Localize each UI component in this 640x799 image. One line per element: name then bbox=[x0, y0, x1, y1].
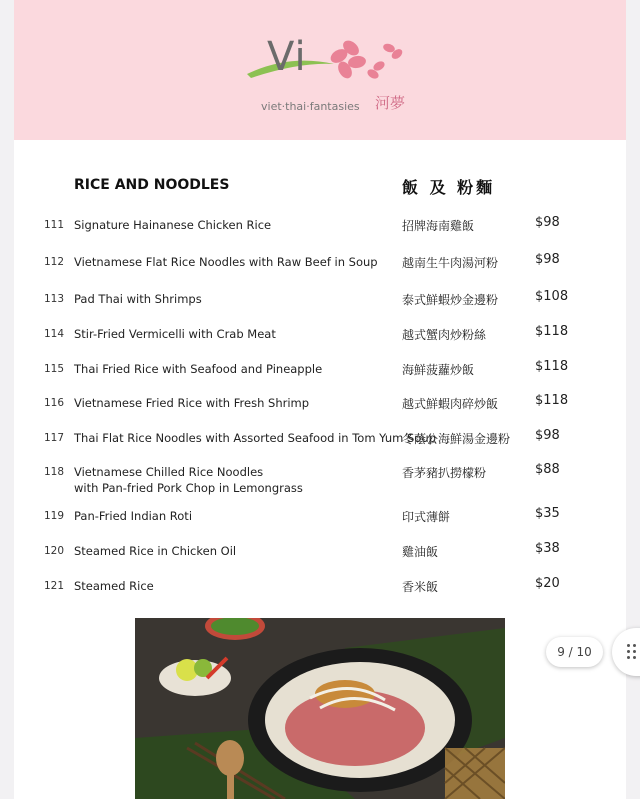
item-number: 119 bbox=[44, 510, 65, 522]
item-name: Pad Thai with Shrimps bbox=[74, 292, 202, 306]
item-name: Signature Hainanese Chicken Rice bbox=[74, 218, 272, 232]
item-name-chinese: 招牌海南雞飯 bbox=[402, 219, 475, 233]
item-name: Stir-Fried Vermicelli with Crab Meat bbox=[74, 327, 276, 341]
item-name-chinese: 香茅豬扒撈檬粉 bbox=[402, 466, 487, 480]
item-name: Pan-Fried Indian Roti bbox=[74, 509, 193, 523]
item-number: 111 bbox=[44, 219, 65, 231]
item-number: 112 bbox=[44, 256, 65, 268]
item-price: $38 bbox=[535, 541, 560, 556]
item-number: 117 bbox=[44, 432, 65, 444]
item-name-chinese: 冬蔭公海鮮湯金邊粉 bbox=[402, 432, 511, 446]
item-name: Vietnamese Fried Rice with Fresh Shrimp bbox=[74, 396, 310, 410]
item-name: Steamed Rice in Chicken Oil bbox=[74, 544, 237, 558]
restaurant-logo bbox=[239, 34, 409, 114]
item-name: Vietnamese Flat Rice Noodles with Raw Beef in Soup bbox=[74, 255, 378, 269]
item-name: Vietnamese Chilled Rice Noodles bbox=[74, 465, 264, 479]
item-name: Steamed Rice bbox=[74, 579, 154, 593]
item-price: $35 bbox=[535, 506, 560, 521]
item-name-chinese: 香米飯 bbox=[402, 580, 439, 594]
item-name-chinese: 雞油飯 bbox=[402, 545, 439, 559]
item-price: $98 bbox=[535, 252, 560, 267]
item-price: $20 bbox=[535, 576, 560, 591]
item-price: $98 bbox=[535, 428, 560, 443]
item-number: 120 bbox=[44, 545, 65, 557]
section-title: RICE AND NOODLES bbox=[74, 177, 230, 193]
item-number: 113 bbox=[44, 293, 65, 305]
logo-tagline: viet·thai·fantasies bbox=[261, 100, 360, 113]
item-number: 115 bbox=[44, 363, 65, 375]
item-number: 118 bbox=[44, 466, 65, 478]
item-price: $118 bbox=[535, 359, 569, 374]
item-price: $108 bbox=[535, 289, 569, 304]
item-name: Thai Fried Rice with Seafood and Pineapple bbox=[74, 362, 323, 376]
pho-bowl-image bbox=[135, 618, 505, 799]
logo-chinese-name: 河夢 bbox=[375, 94, 406, 112]
item-price: $118 bbox=[535, 324, 569, 339]
item-price: $118 bbox=[535, 393, 569, 408]
item-name-chinese: 越式蟹肉炒粉絲 bbox=[402, 328, 487, 342]
item-name-chinese: 印式薄餅 bbox=[402, 510, 451, 524]
item-name-chinese: 越南生牛肉湯河粉 bbox=[402, 256, 499, 270]
menu-page bbox=[14, 0, 626, 799]
item-name-chinese: 越式鮮蝦肉碎炒飯 bbox=[402, 397, 499, 411]
noodle-soup-photo bbox=[135, 618, 505, 799]
section-title-chinese: 飯 及 粉麵 bbox=[402, 178, 496, 197]
item-number: 114 bbox=[44, 328, 65, 340]
item-number: 121 bbox=[44, 580, 65, 592]
drag-handle-icon bbox=[627, 644, 637, 660]
item-name-chinese: 海鮮菠蘿炒飯 bbox=[402, 363, 475, 377]
item-name-line2: with Pan-fried Pork Chop in Lemongrass bbox=[74, 481, 303, 495]
item-number: 116 bbox=[44, 397, 65, 409]
item-name-chinese: 泰式鮮蝦炒金邊粉 bbox=[402, 293, 499, 307]
logo-wordmark: Vi bbox=[267, 34, 307, 80]
item-price: $88 bbox=[535, 462, 560, 477]
item-price: $98 bbox=[535, 215, 560, 230]
item-name: Thai Flat Rice Noodles with Assorted Seafood in Tom Yum Soup bbox=[74, 431, 436, 445]
page-indicator: 9 / 10 bbox=[546, 637, 603, 667]
menu-header bbox=[14, 0, 626, 140]
